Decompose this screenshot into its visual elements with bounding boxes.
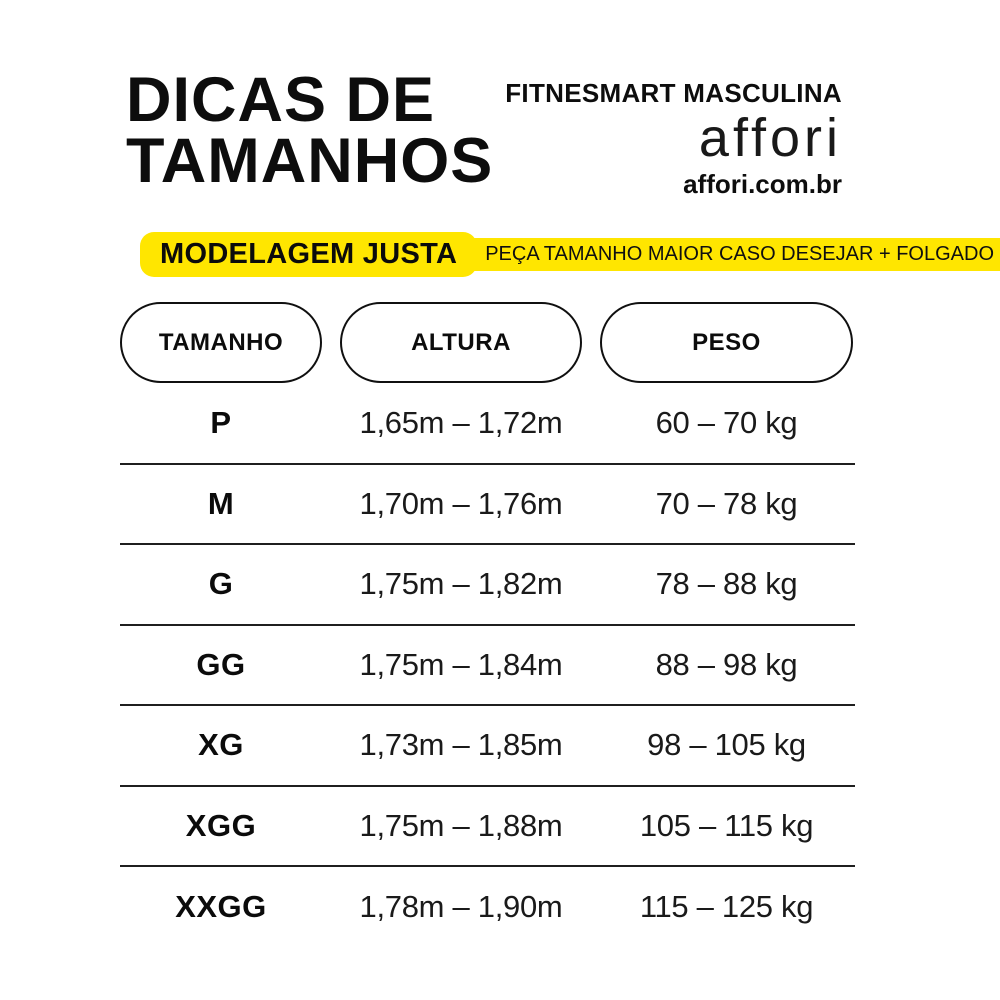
brand-website: affori.com.br — [683, 169, 842, 199]
column-header-size: TAMANHO — [120, 302, 322, 383]
table-row — [120, 706, 855, 787]
brand-block — [505, 78, 842, 200]
table-row — [120, 384, 855, 465]
height-cell: 1,75m – 1,88m — [359, 807, 563, 843]
height-cell: 1,75m – 1,82m — [359, 566, 563, 602]
table-header — [120, 302, 855, 383]
column-header-height: ALTURA — [340, 302, 582, 383]
size-cell: G — [208, 566, 234, 602]
table-row — [120, 465, 855, 546]
brand-logo: affori — [698, 108, 842, 168]
height-cell: 1,78m – 1,90m — [359, 889, 563, 925]
size-cell: XG — [198, 727, 244, 763]
size-cell: P — [210, 405, 232, 441]
height-cell: 1,65m – 1,72m — [359, 405, 563, 441]
collection-name: FITNESMART MASCULINA — [505, 78, 842, 108]
weight-cell: 115 – 125 kg — [639, 889, 814, 925]
size-cell: XGG — [185, 807, 257, 843]
table-row — [120, 626, 855, 707]
fit-banner-note: PEÇA TAMANHO MAIOR CASO DESEJAR + FOLGADO — [461, 238, 1000, 271]
height-cell: 1,73m – 1,85m — [359, 727, 563, 763]
weight-cell: 60 – 70 kg — [655, 405, 798, 441]
table-row — [120, 867, 855, 948]
size-cell: M — [207, 485, 235, 521]
weight-cell: 78 – 88 kg — [655, 566, 798, 602]
weight-cell: 88 – 98 kg — [655, 646, 798, 682]
height-cell: 1,70m – 1,76m — [359, 485, 563, 521]
weight-cell: 105 – 115 kg — [639, 807, 814, 843]
weight-cell: 70 – 78 kg — [655, 485, 798, 521]
size-cell: XXGG — [175, 889, 267, 925]
table-row — [120, 545, 855, 626]
table-row — [120, 787, 855, 868]
fit-banner-label: MODELAGEM JUSTA — [140, 232, 477, 277]
weight-cell: 98 – 105 kg — [647, 727, 806, 763]
size-table — [120, 384, 855, 948]
page-title-line1: DICAS DE — [126, 65, 436, 135]
height-cell: 1,75m – 1,84m — [359, 646, 563, 682]
column-header-weight: PESO — [600, 302, 853, 383]
size-cell: GG — [196, 646, 246, 682]
page-title-line2: TAMANHOS — [126, 126, 494, 196]
page-title — [126, 65, 494, 196]
fit-banner — [140, 232, 1000, 277]
